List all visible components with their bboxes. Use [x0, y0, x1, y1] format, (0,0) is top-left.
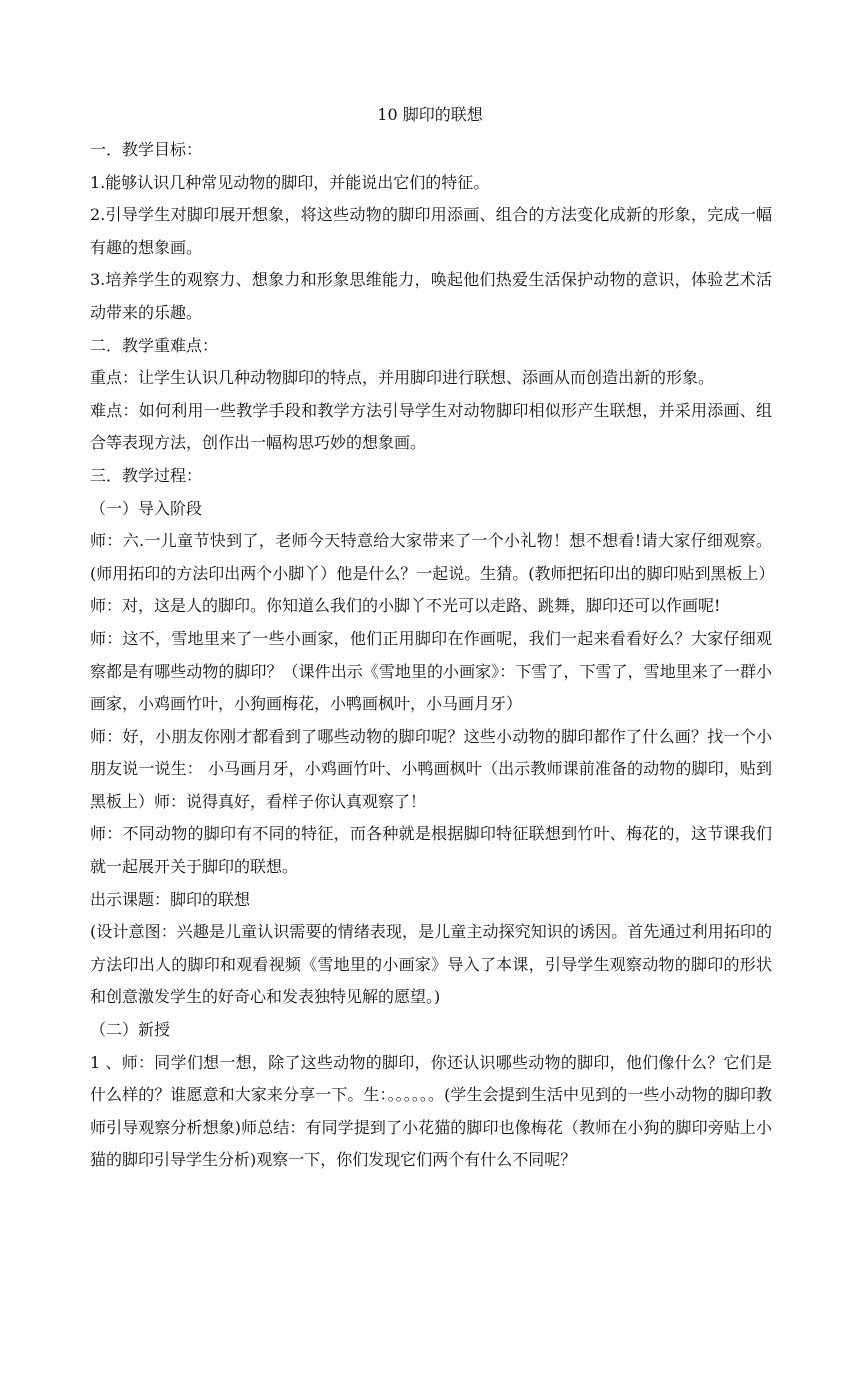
document-body — [90, 134, 775, 1177]
paragraph: 1.能够认识几种常见动物的脚印，并能说出它们的特征。 — [90, 172, 490, 192]
paragraph: 1 、师：同学们想一想，除了这些动物的脚印，你还认识哪些动物的脚印，他们像什么？它们是什么样的？谁愿意和大家来分享一下。生：。。。。。。(学生会提到生活中见到的一些小动物的脚印教师引导观察分析想象)师总结：有同学提到了小花猫的脚印也像梅花（教师在小狗的脚印旁贴上小猫的脚印引导学生分析)观察一下，你们发现它们两个有什么不同呢？ — [90, 1052, 772, 1170]
paragraph: 2.引导学生对脚印展开想象，将这些动物的脚印用添画、组合的方法变化成新的形象，完成一幅有趣的想象画。 — [90, 205, 772, 257]
paragraph: 3.培养学生的观察力、想象力和形象思维能力，唤起他们热爱生活保护动物的意识，体验艺术活动带来的乐趣。 — [90, 270, 772, 322]
heading-objectives: 一．教学目标： — [90, 140, 203, 159]
heading-process: 三．教学过程： — [90, 465, 203, 485]
paragraph: 难点：如何利用一些教学手段和教学方法引导学生对动物脚印相似形产生联想，并采用添画、组合等表现方法，创作出一幅构思巧妙的想象画。 — [90, 400, 772, 453]
paragraph: 师：这不，雪地里来了一些小画家，他们正用脚印在作画呢，我们一起来看看好么？大家仔细观察都是有哪些动物的脚印？（课件出示《雪地里的小画家》：下雪了，下雪了，雪地里来了一群小画家，小鸡画竹叶，小狗画梅花，小鸭画枫叶，小马画月牙） — [90, 628, 772, 714]
paragraph: 师：六.一儿童节快到了，老师今天特意给大家带来了一个小礼物！想不想看!请大家仔细观察。(师用拓印的方法印出两个小脚丫）他是什么？一起说。生猜。(教师把拓印出的脚印贴到黑板上） — [90, 531, 775, 583]
paragraph: 师：好，小朋友你刚才都看到了哪些动物的脚印呢？这些小动物的脚印都作了什么画？找一个小朋友说一说生： 小马画月牙，小鸡画竹叶、小鸭画枫叶（出示教师课前准备的动物的脚印，贴到黑板上）师：说得真好，看样子你认真观察了！ — [90, 726, 772, 811]
paragraph: (设计意图：兴趣是儿童认识需要的情绪表现，是儿童主动探究知识的诱因。首先通过利用拓印的方法印出人的脚印和观看视频《雪地里的小画家》导入了本课，引导学生观察动物的脚印的形状和创意激发学生的好奇心和发表独特见解的愿望。) — [90, 922, 772, 1007]
document-title: 10 脚印的联想 — [377, 105, 483, 124]
subheading-new-lesson: （二）新授 — [90, 1020, 171, 1040]
paragraph: 重点：让学生认识几种动物脚印的特点，并用脚印进行联想、添画从而创造出新的形象。 — [90, 368, 715, 388]
heading-key-points: 二．教学重难点： — [90, 335, 219, 355]
paragraph: 师：对，这是人的脚印。你知道么我们的小脚丫不光可以走路、跳舞，脚印还可以作画呢! — [90, 596, 721, 616]
paragraph: 出示课题：脚印的联想 — [90, 889, 251, 909]
subheading-intro: （一）导入阶段 — [90, 498, 203, 518]
paragraph: 师：不同动物的脚印有不同的特征，而各种就是根据脚印特征联想到竹叶、梅花的，这节课我们就一起展开关于脚印的联想。 — [90, 824, 772, 877]
